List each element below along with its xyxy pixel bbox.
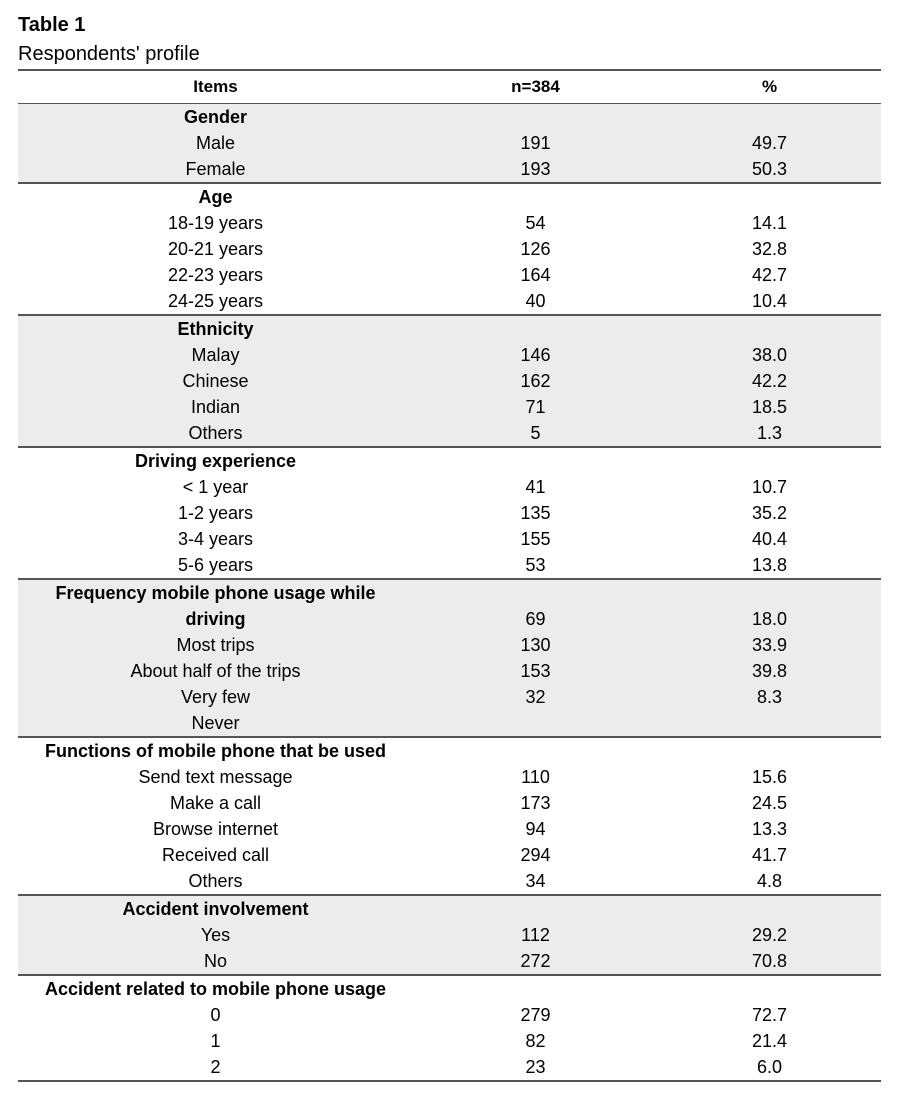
row-count: 41 [525, 477, 546, 497]
table-body [18, 104, 881, 1082]
table-row [18, 552, 881, 578]
table-row [18, 474, 881, 500]
row-percent: 24.5 [751, 793, 788, 813]
table-row [18, 156, 881, 182]
row-label: Malay [191, 345, 240, 365]
row-percent: 72.7 [751, 1005, 788, 1025]
row-count: 153 [520, 661, 551, 681]
row-label: 20-21 years [167, 239, 264, 259]
table-row [18, 526, 881, 552]
row-count: 71 [525, 397, 546, 417]
table-row [18, 394, 881, 420]
row-percent: 42.2 [751, 371, 788, 391]
row-label: 3-4 years [177, 529, 254, 549]
table-row [18, 262, 881, 288]
table-row [18, 710, 881, 736]
row-label: Chinese [182, 371, 249, 391]
row-label: Others [188, 423, 243, 443]
table-row [18, 922, 881, 948]
table-row [18, 1028, 881, 1054]
row-percent: 21.4 [751, 1031, 788, 1051]
row-percent: 32.8 [751, 239, 788, 259]
row-label: Female [185, 159, 246, 179]
row-count: 126 [520, 239, 551, 259]
row-percent: 39.8 [751, 661, 788, 681]
row-count: 294 [520, 845, 551, 865]
row-percent: 10.7 [751, 477, 788, 497]
row-count: 193 [520, 159, 551, 179]
table-section [18, 316, 881, 448]
section-heading-row [18, 448, 881, 474]
table-section [18, 184, 881, 316]
row-count: 112 [521, 925, 550, 945]
row-percent: 50.3 [751, 159, 788, 179]
section-heading: Gender [183, 107, 248, 127]
row-percent: 13.8 [751, 555, 788, 575]
table-row [18, 368, 881, 394]
row-label: Send text message [138, 767, 293, 787]
section-heading-continued: driving [185, 609, 246, 629]
row-percent: 35.2 [751, 503, 788, 523]
table-row [18, 210, 881, 236]
row-percent: 18.5 [751, 397, 788, 417]
row-percent: 10.4 [751, 291, 788, 311]
table-row [18, 1002, 881, 1028]
section-heading-row [18, 976, 881, 1002]
row-count: 191 [520, 133, 551, 153]
section-heading-row [18, 184, 881, 210]
row-count: 110 [521, 767, 550, 787]
row-percent: 49.7 [751, 133, 788, 153]
section-heading: Accident involvement [122, 899, 309, 919]
row-percent: 8.3 [756, 687, 783, 707]
row-percent: 15.6 [751, 767, 788, 787]
respondents-profile-table [18, 69, 881, 1082]
row-percent: 4.8 [756, 871, 783, 891]
row-label: Browse internet [152, 819, 279, 839]
row-label: 5-6 years [177, 555, 254, 575]
table-row [18, 764, 881, 790]
row-label: Others [188, 871, 243, 891]
row-percent: 33.9 [751, 635, 788, 655]
table-row [18, 606, 881, 632]
row-count: 53 [525, 555, 546, 575]
section-heading-row [18, 580, 881, 606]
section-heading: Ethnicity [177, 319, 254, 339]
row-label: Very few [180, 687, 251, 707]
row-percent: 1.3 [756, 423, 783, 443]
section-heading-row [18, 896, 881, 922]
table-header [18, 69, 881, 104]
row-count: 173 [520, 793, 551, 813]
table-title: Table 1 [18, 14, 86, 36]
row-label: About half of the trips [130, 661, 301, 681]
row-count: 162 [520, 371, 551, 391]
table-row [18, 342, 881, 368]
table-row [18, 236, 881, 262]
section-heading: Accident related to mobile phone usage [44, 979, 387, 999]
table-row [18, 420, 881, 446]
section-heading-row [18, 104, 881, 130]
row-percent: 29.2 [751, 925, 788, 945]
row-label: Most trips [176, 635, 255, 655]
table-row [18, 632, 881, 658]
row-count: 94 [525, 819, 546, 839]
row-count: 40 [525, 291, 546, 311]
section-heading: Driving experience [134, 451, 297, 471]
table-row [18, 868, 881, 894]
table-section [18, 580, 881, 738]
row-count: 164 [520, 265, 551, 285]
table-section [18, 738, 881, 896]
table-row [18, 684, 881, 710]
row-percent: 42.7 [751, 265, 788, 285]
table-row [18, 1054, 881, 1080]
row-label: Make a call [169, 793, 262, 813]
row-percent: 13.3 [751, 819, 788, 839]
row-percent: 70.8 [751, 951, 788, 971]
row-label: 0 [210, 1005, 221, 1025]
table-section [18, 896, 881, 976]
row-label: Male [195, 133, 235, 153]
row-count: 34 [525, 871, 546, 891]
row-label: No [203, 951, 227, 971]
row-label: 24-25 years [167, 291, 264, 311]
header-items: Items [193, 77, 238, 96]
row-label: Yes [200, 925, 231, 945]
table-section [18, 976, 881, 1082]
table-section [18, 448, 881, 580]
row-percent: 6.0 [756, 1057, 783, 1077]
table-row [18, 130, 881, 156]
row-percent: 38.0 [751, 345, 788, 365]
row-label: 22-23 years [167, 265, 264, 285]
row-count: 130 [520, 635, 551, 655]
row-percent: 18.0 [751, 609, 788, 629]
table-row [18, 816, 881, 842]
table-row [18, 500, 881, 526]
section-heading-row [18, 738, 881, 764]
row-count: 279 [520, 1005, 551, 1025]
row-count: 69 [525, 609, 546, 629]
table-row [18, 658, 881, 684]
table-row [18, 842, 881, 868]
row-count: 135 [520, 503, 551, 523]
row-count: 23 [525, 1057, 546, 1077]
row-count: 146 [520, 345, 551, 365]
table-row [18, 790, 881, 816]
row-label: 2 [210, 1057, 221, 1077]
table-row [18, 948, 881, 974]
row-label: Indian [190, 397, 241, 417]
table-section [18, 104, 881, 184]
section-heading: Functions of mobile phone that be used [45, 741, 386, 761]
row-label: Never [191, 713, 240, 733]
header-n: n=384 [511, 77, 560, 96]
row-percent: 14.1 [751, 213, 788, 233]
section-heading-row [18, 316, 881, 342]
row-percent: 40.4 [751, 529, 788, 549]
row-count: 272 [520, 951, 551, 971]
section-heading: Frequency mobile phone usage while [55, 583, 376, 603]
row-label: < 1 year [182, 477, 249, 497]
row-count: 32 [525, 687, 546, 707]
row-percent: 41.7 [751, 845, 788, 865]
row-count: 5 [530, 423, 541, 443]
row-label: Received call [161, 845, 270, 865]
row-label: 18-19 years [167, 213, 264, 233]
table-subtitle: Respondents' profile [18, 43, 200, 65]
row-count: 54 [525, 213, 546, 233]
row-label: 1-2 years [177, 503, 254, 523]
section-heading: Age [198, 187, 233, 207]
header-percent: % [761, 77, 778, 96]
row-count: 82 [525, 1031, 546, 1051]
row-label: 1 [210, 1031, 221, 1051]
table-row [18, 288, 881, 314]
row-count: 155 [520, 529, 551, 549]
